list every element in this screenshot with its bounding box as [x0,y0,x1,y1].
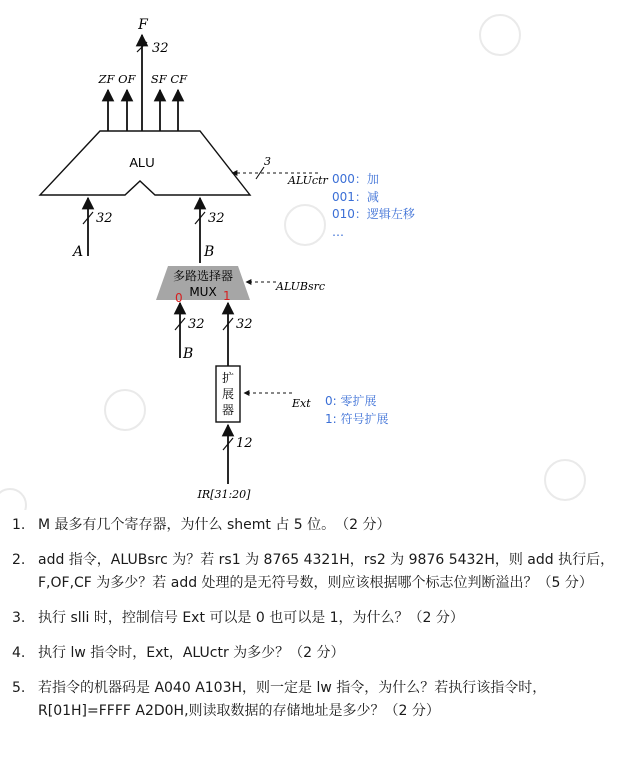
question-text: 执行 slli 时，控制信号 Ext 可以是 0 也可以是 1，为什么？（2 分） [38,610,464,626]
b-input-width: 32 [208,211,225,226]
mux-label-line2: MUX [189,285,217,299]
question-number: 1. [12,517,26,533]
question-list [12,510,632,723]
a-input-width: 32 [96,211,113,226]
aluctr-option-2: 010：逻辑左移 [332,207,415,221]
mux-in1-width: 32 [236,317,253,332]
f-output-label: F [138,17,148,33]
aluctr-width: 3 [264,155,271,168]
ext-in-width: 12 [236,436,253,451]
mux-port-1: 1 [223,289,231,303]
mux-port-0: 0 [175,291,183,305]
question-2 [12,549,632,595]
ext-ctrl-label: Ext [292,397,311,410]
extender-label-char-2: 展 [221,387,235,401]
question-number: 4. [12,645,26,661]
aluctr-label: ALUctr [288,174,328,187]
question-text: M 最多有几个寄存器，为什么 shemt 占 5 位。 （2 分） [38,517,391,533]
f-output-width: 32 [152,41,169,56]
watermark [0,15,585,510]
question-number: 5. [12,680,26,696]
question-4 [12,642,632,665]
question-1 [12,514,632,537]
flags-left-label: ZF OF [98,72,136,86]
mux-label-line1: 多路选择器 [172,269,234,283]
a-input-label: A [73,244,84,260]
ext-in-label: IR[31:20] [197,488,251,501]
question-5 [12,677,632,723]
extender-label-char-1: 扩 [221,371,235,385]
ext-option-0: 0: 零扩展 [325,394,377,408]
question-number: 2. [12,552,26,568]
aluctr-option-1: 001：减 [332,190,379,204]
mux-in0-label: B [183,346,194,362]
question-text: 执行 lw 指令时，Ext，ALUctr 为多少？（2 分） [38,645,345,661]
mux-in0-width: 32 [188,317,205,332]
question-3 [12,607,632,630]
alu-label: ALU [129,155,155,170]
question-text: add 指令，ALUBsrc 为？若 rs1 为 8765 4321H，rs2 为 9876 5432H，则 add 执行后，F,OF,CF 为多少？若 add 处理的是无符号数，则应该根据哪个标志位判断溢出？（5 分） [38,552,615,591]
ext-option-1: 1: 符号扩展 [325,412,389,426]
flags-right-label: SF CF [150,72,188,86]
alusrc-label: ALUBsrc [276,280,326,293]
b-input-label: B [204,244,215,260]
aluctr-option-0: 000：加 [332,172,379,186]
question-text: 若指令的机器码是 A040 A103H，则一定是 lw 指令，为什么？若执行该指令时，R[01H]=FFFF A2D0H,则读取数据的存储地址是多少？（2 分） [38,680,547,719]
aluctr-option-3: … [332,225,344,239]
question-number: 3. [12,610,26,626]
extender-label-char-3: 器 [221,403,235,417]
